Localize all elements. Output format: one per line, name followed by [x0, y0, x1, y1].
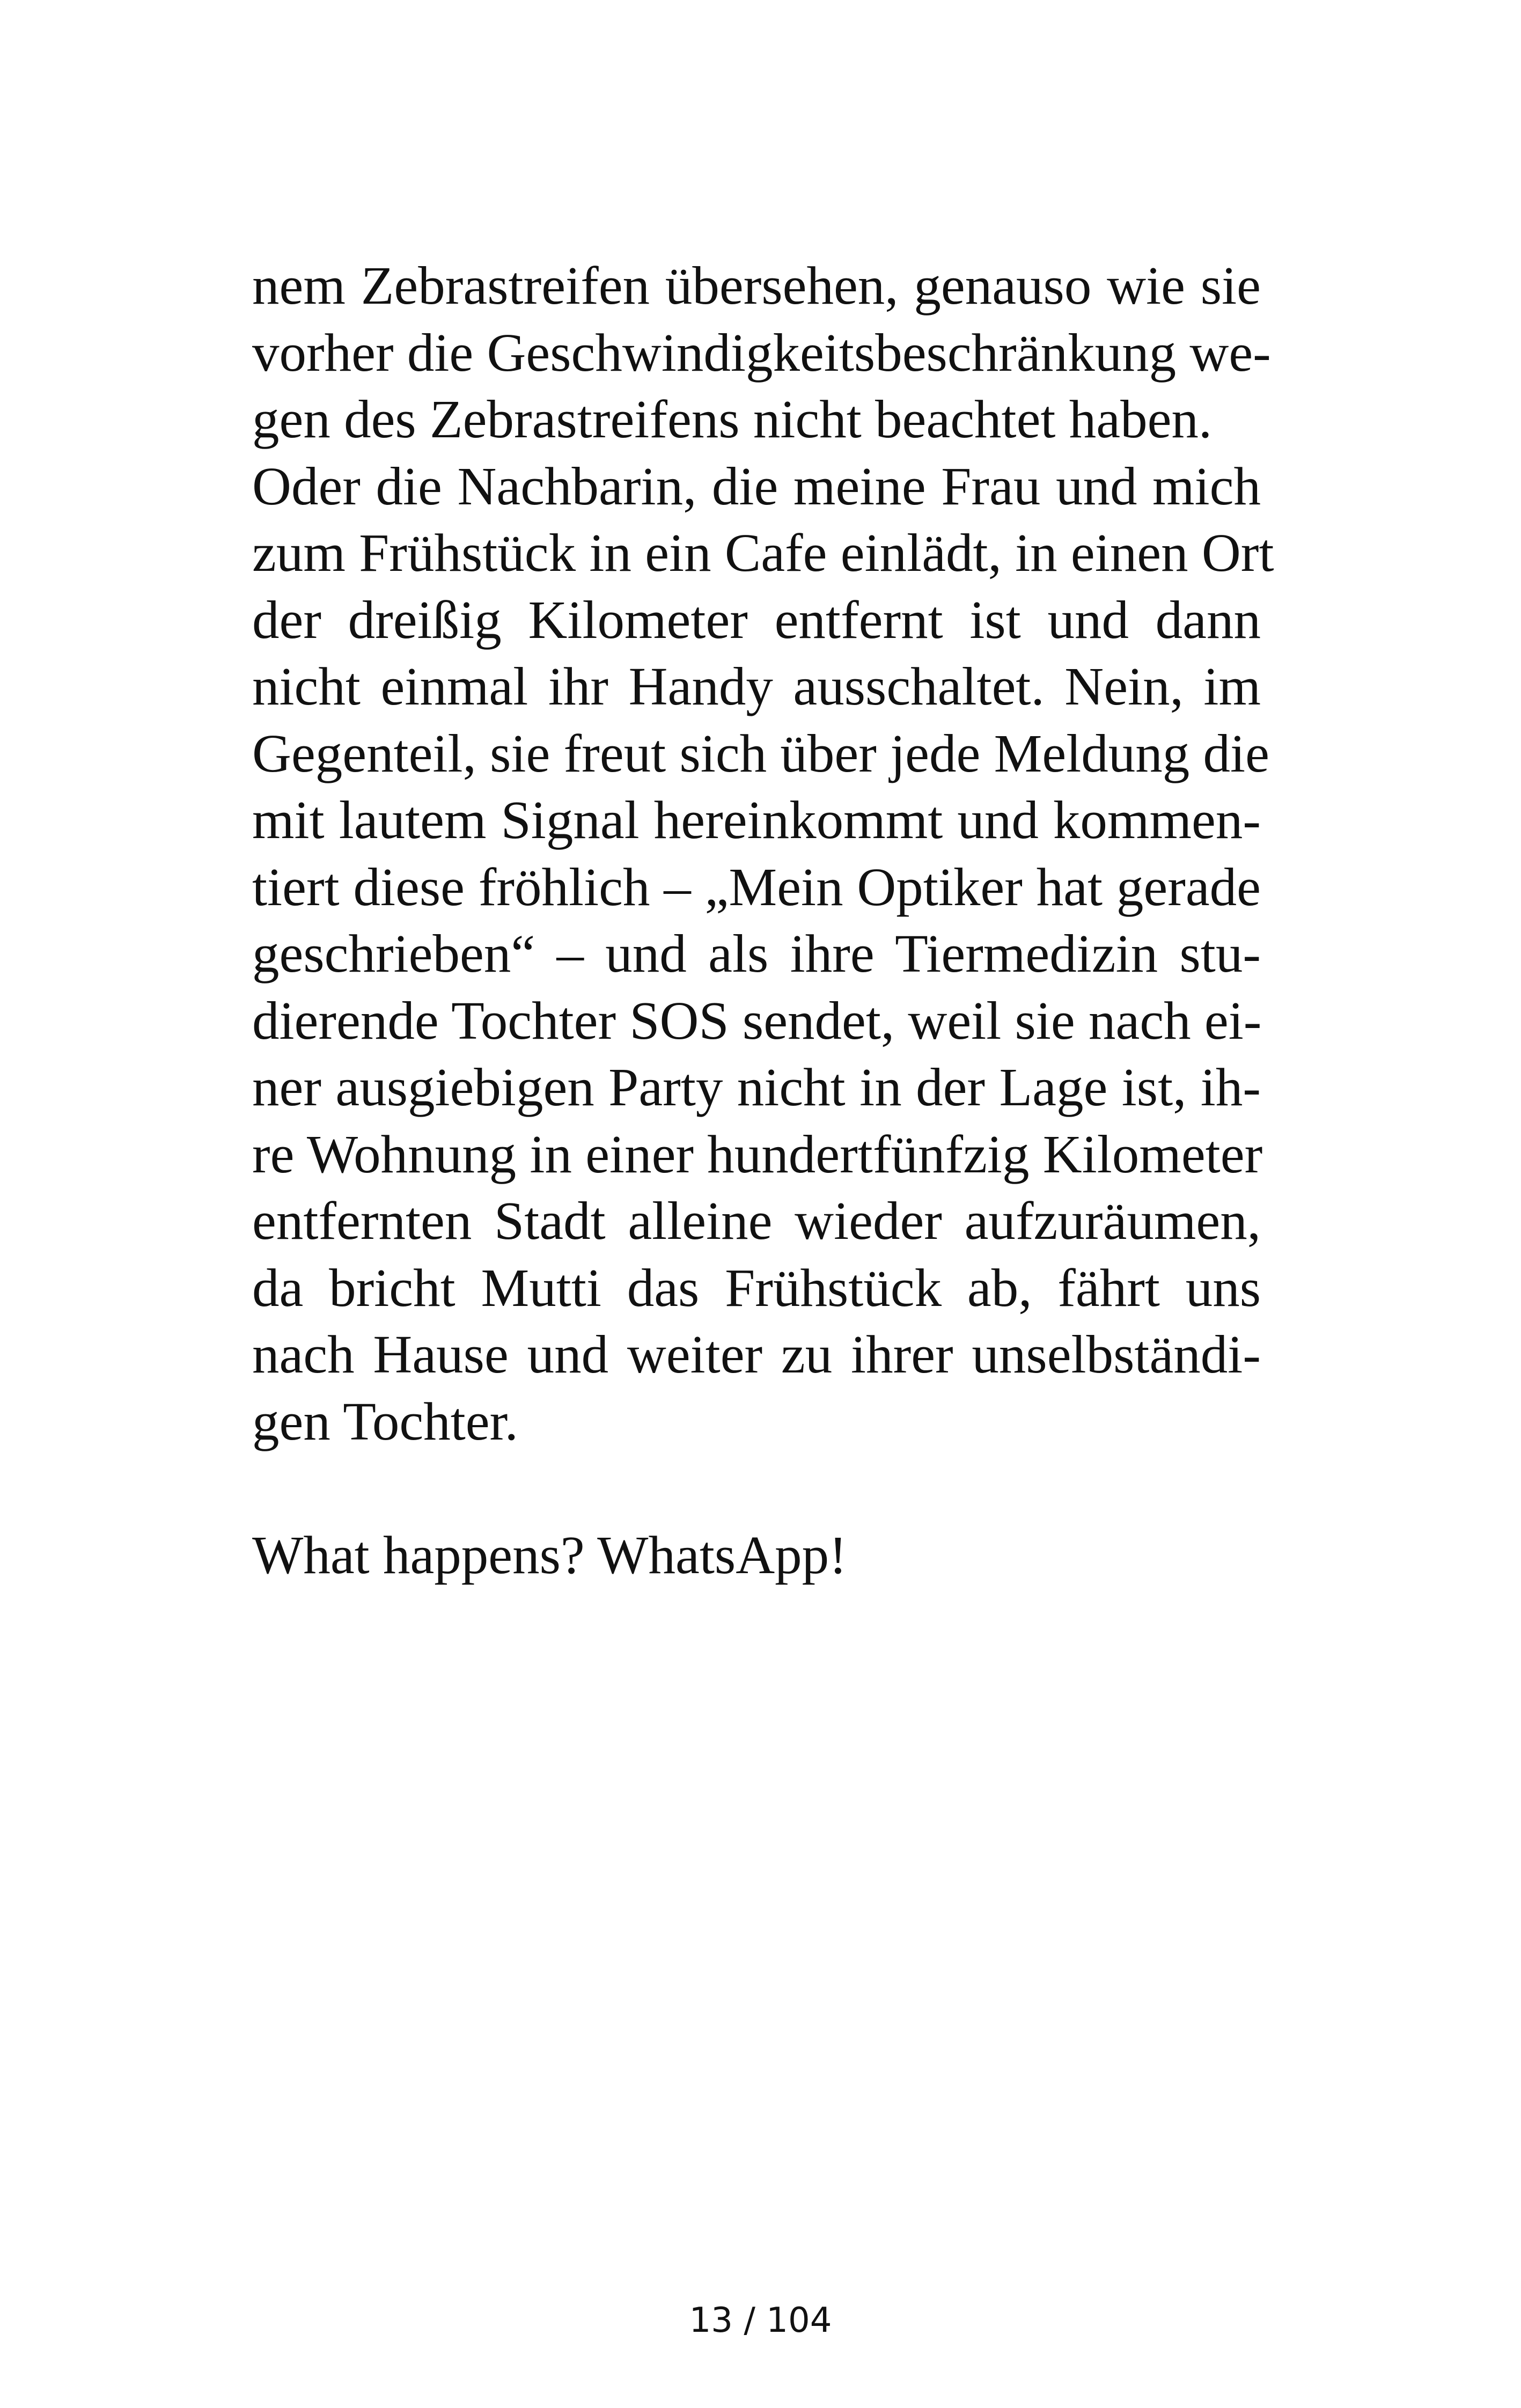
body-text	[252, 252, 1274, 1588]
text-line: nicht einmal ihr Handy ausschaltet. Nein, im	[252, 656, 1261, 716]
text-line: vorher die Geschwindigkeitsbeschränkung we-	[252, 322, 1271, 383]
text-line: zum Frühstück in ein Cafe einlädt, in einen Ort	[252, 523, 1274, 583]
text-line: mit lautem Signal hereinkommt und kommen-	[252, 790, 1261, 850]
text-line: der dreißig Kilometer entfernt ist und dann	[252, 589, 1261, 650]
text-line: re Wohnung in einer hundertfünfzig Kilometer	[252, 1124, 1263, 1184]
text-line: tiert diese fröhlich – „Mein Optiker hat gerade	[252, 856, 1261, 917]
text-line: dierende Tochter SOS sendet, weil sie nach ei-	[252, 990, 1262, 1051]
paragraph-spacer	[252, 1455, 1261, 1522]
page-number: 13 / 104	[689, 2301, 832, 2340]
text-line: nach Hause und weiter zu ihrer unselbständi-	[252, 1324, 1261, 1384]
text-line: geschrieben“ – und als ihre Tiermedizin stu-	[252, 923, 1261, 983]
text-line: da bricht Mutti das Frühstück ab, fährt uns	[252, 1257, 1261, 1318]
text-line: nem Zebrastreifen übersehen, genauso wie sie	[252, 255, 1261, 315]
closing-line: What happens? WhatsApp!	[252, 1524, 847, 1585]
text-line: gen des Zebrastreifens nicht beachtet haben.	[252, 389, 1213, 449]
text-line: entfernten Stadt alleine wieder aufzuräumen,	[252, 1191, 1261, 1251]
text-line: Oder die Nachbarin, die meine Frau und mich	[252, 456, 1261, 516]
text-line: gen Tochter.	[252, 1391, 518, 1451]
text-line: ner ausgiebigen Party nicht in der Lage ist, ih-	[252, 1057, 1261, 1117]
text-line: Gegenteil, sie freut sich über jede Meldung die	[252, 723, 1269, 783]
